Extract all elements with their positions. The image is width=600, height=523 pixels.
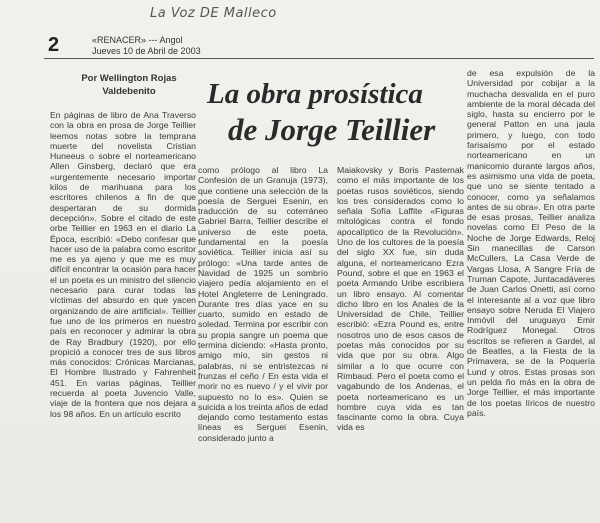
page-number: 2 — [48, 34, 60, 56]
header-rule — [44, 58, 594, 59]
publication-header — [92, 35, 201, 57]
handwritten-source-note: La Voz DE Malleco — [150, 6, 277, 21]
article-column-4: de esa expulsión de la Universidad por cobijar a la muchacha desvalida en el puro ambiente de la moral década del siglo, hasta su encierro por le general Patton en una jaula primero, y luego, con todo farisaísmo por el estado norteamericano en un manicomio durante largos años, es asimismo una vida de poeta, que uno se siente tentado a conocer, como ya señalamos antes de su obra». En otra parte de esas prosas, Teillier analiza novelas como El Peso de la Noche de Jorge Edwards, Reloj Sin manecillas de Carson McCullers, La Casa Verde de Vargas Llosa, A Sangre Fría de Truman Capote, Juntacadáveres de Juan Carlos Onetti, así como el interesante al a voz que libro ensayo sobre Neruda El Viajero Inmóvil del uruguayo Emir Rodríguez Monegal. Otros escritos se refieren a Gardel, al de Beatles, a la Fiesta de la Primavera, se de la Poquería Lund y otros. Estas prosas son un pelda ño más en la obra de Jorge Teillier, el más importante de los poetas líricos de nuestro país. — [467, 68, 595, 418]
byline — [78, 72, 180, 98]
article-title-line-1: La obra prosística — [207, 78, 423, 110]
byline-line-1: Por Wellington Rojas — [81, 73, 177, 84]
article-column-1: En páginas de libro de Ana Traverso con la obra en prosa de Jorge Teillier leemos notas sobre la temprana muerte del novelista Cristian Huneeus o sobre el norteamericano Allen Ginsberg, declaró que era «urgentemente necesario importar kilos de marihuana para los escritores chilenos a fin de que despertaran de su dormida decepción». Sobre el citado de este orbe Teillier en 1963 en el diario La Época, escribió: «Debo confesar que hacer uso de la palabra como escritor me es ya ajeno y que me es muy difícil encontrar la ocasión para hacer el un poeta es un ministro del silencio necesario para curar todas las víctimas del absurdo en que yacen organizando de aire artificial». Teillier fue uno de los primeros en nuestro país en reconocer y admirar la obra de Ray Bradbury (1920), por ello propició a conocer tres de sus libros más conocidos: Crónicas Marcianas, El Hombre Ilustrado y Fahrenheit 451. En varias páginas, Teillier recuerda al poeta Juvencio Valle, viaje de la frontera que nos dejara a los 98 años. En un artículo escrito — [50, 110, 196, 419]
section-name: «RENACER» --- Angol — [92, 35, 183, 45]
byline-line-2: Valdebenito — [102, 86, 156, 97]
publication-date: Jueves 10 de Abril de 2003 — [92, 46, 201, 56]
article-column-3: Maiakovsky y Boris Pasternak como el más importante de los poetas rusos soviéticos, siendo los tres considerados como lo señala Sofía Laffite «Figuras mitológicas contra el fondo apocalíptico de la Revolución». Uno de los cultores de la poesía del siglo XX fue, sin duda alguna, el norteamericano Ezra Pound, sobre el que en 1963 el poeta Armando Uribe escribiera un libro ensayo. Al comentar dicho libro en los Anales de la Universidad de Chile, Teillier escribió: «Ezra Pound es, entre nosotros uno de esos casos de poetas más conocidos por su vida que por su obra. Algo similar a lo que ocurre con Rimbaud. Pero el poeta como el vagabundo de los Andenas, el poeta norteamericano es un hombre cuya vida es tan fascinante como la obra. Cuya vida es — [337, 165, 464, 433]
article-column-2: como prólogo al libro La Confesión de un Granuja (1973), que contiene una selección de la poesía de Serguei Esenin, en traducción de su coterráneo Gabriel Barra, Teillier describe el universo de este poeta, fundamental en la poesía soviética. Teillier inicia así su prólogo: «Una tarde antes de Navidad de 1925 un sombrío viajero pedía alojamiento en el Hotel Angleterre de Leningrado. Durante tres días yace en su cuarto, sumido en estado de soledad. Termina por escribir con su propia sangre un poema que termina diciendo: «Hasta pronto, amigo mío, sin gestos ni palabras, ni se entristezcas ni frunzas el ceño / En esta vida el morir no es nuevo / y el vivir por supuesto no lo es». Quien se suicida a los treinta años de edad dejando como testamento estas líneas es Serguei Esenin, considerado junto a — [198, 165, 328, 443]
article-title-line-2: de Jorge Teillier — [228, 112, 436, 147]
